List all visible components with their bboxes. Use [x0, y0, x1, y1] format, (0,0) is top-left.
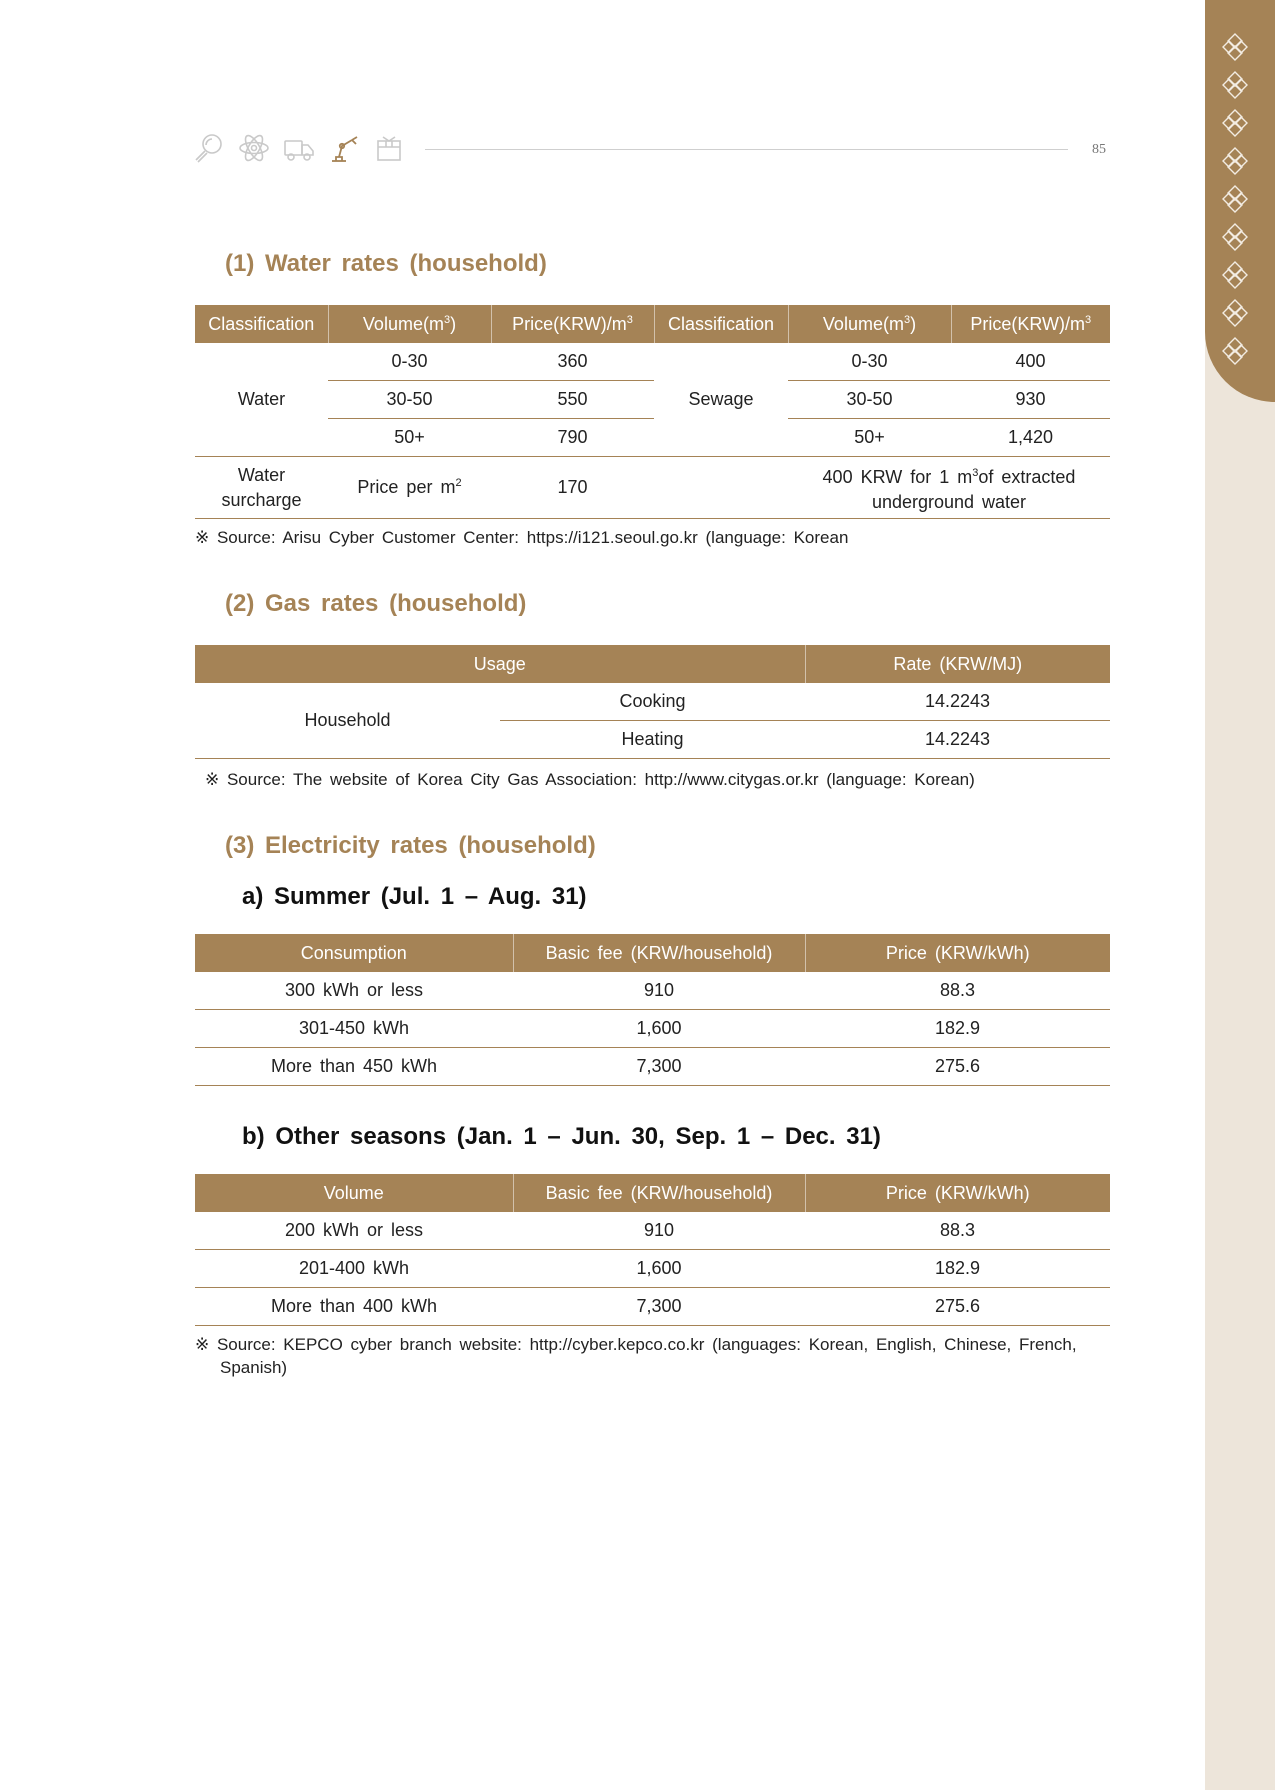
header-price: $Price(KRW)/m^3$: [491, 305, 654, 343]
water-category-cell: Water: [195, 343, 328, 457]
table-cell: 30-50: [788, 381, 951, 419]
table-row: [195, 1212, 1110, 1250]
table-row: [195, 1288, 1110, 1326]
table-cell: 0-30: [328, 343, 491, 381]
robot-arm-icon: [328, 132, 360, 164]
page-number: 85: [1092, 142, 1106, 157]
water-rates-table: [195, 305, 1110, 519]
header-price: $Price(KRW)/m^3$: [951, 305, 1110, 343]
table-cell: 50+: [788, 419, 951, 457]
surcharge-note-cell: 400 KRW for 1 $m^3of$ extracted underground water: [788, 457, 1110, 519]
table-cell: 400: [951, 343, 1110, 381]
header-consumption: Consumption: [195, 934, 513, 972]
summer-subtitle: a) Summer (Jul. 1 – Aug. 31): [242, 883, 587, 910]
table-row: [195, 419, 1110, 457]
table-cell: 182.9: [805, 1010, 1110, 1048]
table-cell: 275.6: [805, 1048, 1110, 1086]
table-cell: 930: [951, 381, 1110, 419]
header-price: Price (KRW/kWh): [805, 934, 1110, 972]
diamond-ornament-icon: [1220, 184, 1250, 214]
water-source-note: ※ Source: Arisu Cyber Customer Center: https://i121.seoul.go.kr (language: Korean: [195, 528, 849, 547]
diamond-ornament-icon: [1220, 108, 1250, 138]
table-cell: 1,600: [513, 1250, 805, 1288]
table-cell: 14.2243: [805, 721, 1110, 759]
header-icon-bar: [193, 132, 405, 164]
header-volume: $Volume(m^3)$: [788, 305, 951, 343]
header-classification: Classification: [195, 305, 328, 343]
diamond-ornament-icon: [1220, 260, 1250, 290]
truck-icon: [283, 132, 315, 164]
table-row: [195, 1250, 1110, 1288]
table-cell: 1,600: [513, 1010, 805, 1048]
package-icon: [373, 132, 405, 164]
table-cell: 1,420: [951, 419, 1110, 457]
surcharge-price-cell: 170: [491, 457, 654, 519]
electricity-section-title: (3) Electricity rates (household): [225, 832, 596, 859]
gas-section-title: (2) Gas rates (household): [225, 590, 527, 617]
table-cell: 201-400 kWh: [195, 1250, 513, 1288]
table-cell: 275.6: [805, 1288, 1110, 1326]
table-cell: 200 kWh or less: [195, 1212, 513, 1250]
diamond-ornament-icon: [1220, 146, 1250, 176]
table-cell: 88.3: [805, 1212, 1110, 1250]
table-cell: 0-30: [788, 343, 951, 381]
table-cell: Heating: [500, 721, 805, 759]
electricity-source-note: [195, 1333, 1110, 1379]
water-section-title: (1) Water rates (household): [225, 250, 547, 277]
table-cell: 88.3: [805, 972, 1110, 1010]
table-cell: 7,300: [513, 1048, 805, 1086]
table-cell: 14.2243: [805, 683, 1110, 721]
header-price: Price (KRW/kWh): [805, 1174, 1110, 1212]
table-header-row: [195, 1174, 1110, 1212]
table-cell: 910: [513, 1212, 805, 1250]
table-header-row: [195, 645, 1110, 683]
header-classification: Classification: [654, 305, 788, 343]
diamond-ornament-icon: [1220, 70, 1250, 100]
header-volume: $Volume(m^3)$: [328, 305, 491, 343]
summer-electricity-table: [195, 934, 1110, 1086]
table-cell: 7,300: [513, 1288, 805, 1326]
table-cell: 910: [513, 972, 805, 1010]
electricity-source-line-1: ※ Source: KEPCO cyber branch website: http://cyber.kepco.co.kr (languages: Korean, English, Chinese, French,: [195, 1335, 1077, 1354]
header-usage: Usage: [195, 645, 805, 683]
gas-source-note: ※ Source: The website of Korea City Gas Association: http://www.citygas.or.kr (language: Korean): [205, 770, 975, 789]
table-cell: More than 400 kWh: [195, 1288, 513, 1326]
header-basic-fee: Basic fee (KRW/household): [513, 1174, 805, 1212]
surcharge-label-cell: Water surcharge: [195, 457, 328, 519]
table-cell: 300 kWh or less: [195, 972, 513, 1010]
header-divider: [425, 149, 1068, 150]
surcharge-unit-cell: Price per $m^2$: [328, 457, 491, 519]
table-row: [195, 1048, 1110, 1086]
table-cell: [654, 457, 788, 519]
table-row: [195, 972, 1110, 1010]
table-row: [195, 683, 1110, 721]
table-cell: Cooking: [500, 683, 805, 721]
other-seasons-subtitle: b) Other seasons (Jan. 1 – Jun. 30, Sep. 1 – Dec. 31): [242, 1123, 881, 1150]
header-volume: Volume: [195, 1174, 513, 1212]
table-cell: 301-450 kWh: [195, 1010, 513, 1048]
diamond-ornament-icon: [1220, 298, 1250, 328]
table-row: [195, 381, 1110, 419]
table-cell: More than 450 kWh: [195, 1048, 513, 1086]
table-row: [195, 343, 1110, 381]
table-cell: 790: [491, 419, 654, 457]
table-cell: 550: [491, 381, 654, 419]
diamond-ornament-icon: [1220, 222, 1250, 252]
table-header-row: [195, 305, 1110, 343]
header-basic-fee: Basic fee (KRW/household): [513, 934, 805, 972]
diamond-ornament-icon: [1220, 336, 1250, 366]
sewage-category-cell: Sewage: [654, 343, 788, 457]
magnifier-icon: [193, 132, 225, 164]
household-cell: Household: [195, 683, 500, 759]
table-cell: 360: [491, 343, 654, 381]
header-rate: Rate (KRW/MJ): [805, 645, 1110, 683]
table-row: [195, 457, 1110, 519]
table-cell: 182.9: [805, 1250, 1110, 1288]
gas-rates-table: [195, 645, 1110, 759]
table-cell: 30-50: [328, 381, 491, 419]
table-cell: 50+: [328, 419, 491, 457]
table-row: [195, 1010, 1110, 1048]
table-header-row: [195, 934, 1110, 972]
other-seasons-electricity-table: [195, 1174, 1110, 1326]
diamond-ornament-icon: [1220, 32, 1250, 62]
electricity-source-line-2: Spanish): [220, 1358, 288, 1377]
atom-icon: [238, 132, 270, 164]
